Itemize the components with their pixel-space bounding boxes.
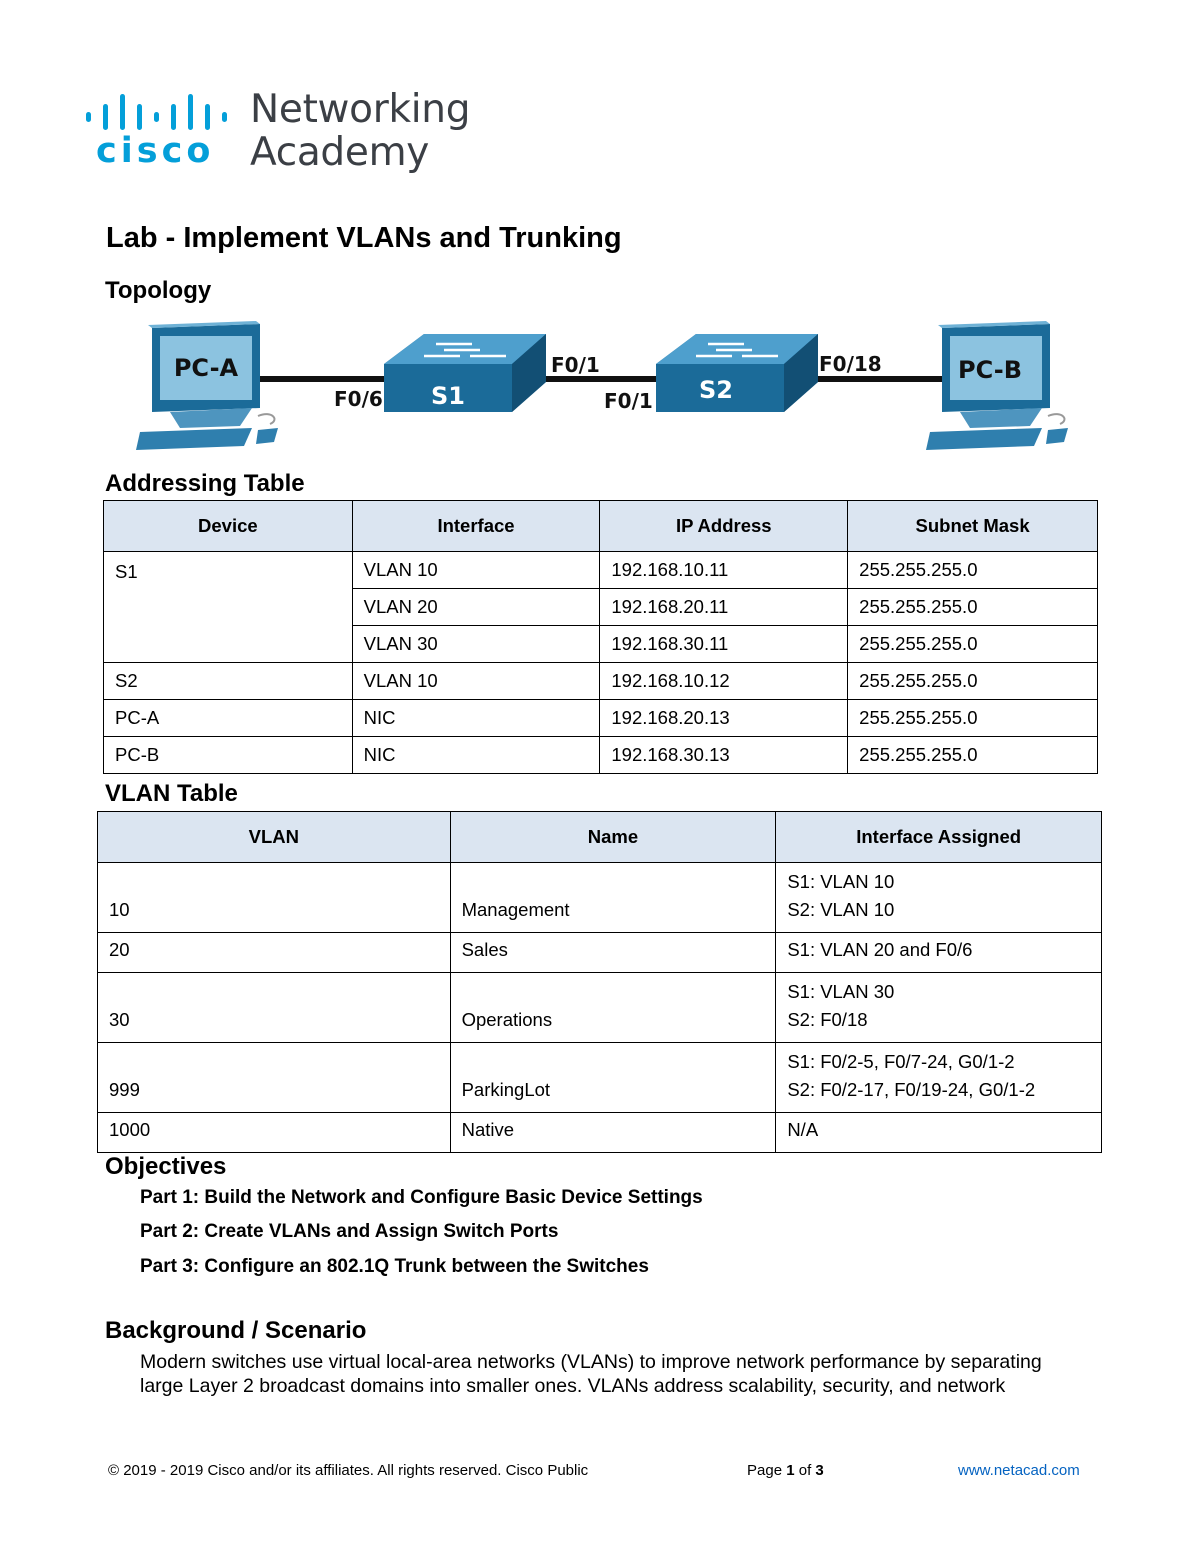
vlan-table: [97, 811, 1102, 1153]
table-cell: 255.255.255.0: [848, 589, 1098, 626]
column-header: IP Address: [600, 501, 848, 552]
table-cell: S1: [104, 552, 353, 663]
table-cell: 1000: [98, 1113, 451, 1153]
switch-s2-icon: [656, 334, 818, 412]
pc-a-label: PC-A: [173, 354, 239, 382]
objectives-heading: Objectives: [105, 1153, 227, 1180]
column-header: Subnet Mask: [848, 501, 1098, 552]
table-cell: 192.168.30.13: [600, 737, 848, 774]
table-cell: [776, 933, 1102, 973]
interface-line: S2: VLAN 10: [787, 899, 895, 920]
table-header-row: [104, 501, 1098, 552]
interface-line: S2: F0/18: [787, 1009, 868, 1030]
vlan-table-heading: VLAN Table: [105, 780, 238, 807]
topology-heading: Topology: [105, 277, 212, 304]
port-label-s2-f01: F0/1: [604, 389, 653, 413]
footer-page-number: [747, 1462, 824, 1479]
pc-a-icon: [136, 321, 278, 450]
table-cell: [776, 1043, 1102, 1113]
table-cell: Management: [450, 863, 776, 933]
objective-part-2: Part 2: Create VLANs and Assign Switch Ports: [140, 1221, 559, 1242]
column-header: Interface: [352, 501, 600, 552]
table-cell: 192.168.30.11: [600, 626, 848, 663]
interface-line: S2: F0/2-17, F0/19-24, G0/1-2: [787, 1079, 1036, 1100]
table-cell: PC-B: [104, 737, 353, 774]
page-of: of: [798, 1462, 812, 1479]
table-row: [98, 973, 1102, 1043]
table-cell: 255.255.255.0: [848, 552, 1098, 589]
interface-line: S1: VLAN 20 and F0/6: [787, 939, 973, 960]
column-header: Device: [104, 501, 353, 552]
interface-line: S1: VLAN 30: [787, 981, 895, 1002]
column-header: Interface Assigned: [776, 812, 1102, 863]
table-cell: [776, 1113, 1102, 1153]
page-current: 1: [786, 1462, 795, 1479]
addressing-table-heading: Addressing Table: [105, 470, 305, 497]
page-prefix: Page: [747, 1462, 783, 1479]
table-row: [98, 1043, 1102, 1113]
table-cell: 255.255.255.0: [848, 737, 1098, 774]
table-cell: 255.255.255.0: [848, 663, 1098, 700]
table-cell: 20: [98, 933, 451, 973]
background-heading: Background / Scenario: [105, 1317, 367, 1344]
table-cell: NIC: [352, 737, 600, 774]
footer-website-link[interactable]: www.netacad.com: [958, 1462, 1080, 1479]
pc-b-icon: [926, 321, 1068, 450]
table-cell: 192.168.10.12: [600, 663, 848, 700]
table-cell: NIC: [352, 700, 600, 737]
table-cell: 192.168.20.13: [600, 700, 848, 737]
pc-b-label: PC-B: [957, 356, 1023, 384]
table-cell: 255.255.255.0: [848, 626, 1098, 663]
interface-line: N/A: [787, 1119, 819, 1140]
switch-s1-icon: [384, 334, 546, 412]
table-cell: Native: [450, 1113, 776, 1153]
table-cell: [776, 973, 1102, 1043]
paragraph-line: large Layer 2 broadcast domains into smaller ones. VLANs address scalability, security, and network: [140, 1375, 1006, 1397]
background-paragraph: [140, 1350, 1070, 1398]
s2-label: S2: [699, 376, 733, 404]
page-total: 3: [815, 1462, 824, 1479]
table-cell: VLAN 20: [352, 589, 600, 626]
interface-line: S1: F0/2-5, F0/7-24, G0/1-2: [787, 1051, 1015, 1072]
cisco-wordmark: cisco: [96, 131, 215, 171]
table-row: [98, 863, 1102, 933]
column-header: Name: [450, 812, 776, 863]
table-row: [104, 552, 1098, 589]
table-cell: 30: [98, 973, 451, 1043]
table-cell: S2: [104, 663, 353, 700]
table-cell: VLAN 30: [352, 626, 600, 663]
port-label-s2-f018: F0/18: [819, 352, 882, 376]
logo-networking: Networking: [250, 87, 471, 132]
table-cell: VLAN 10: [352, 552, 600, 589]
s1-label: S1: [431, 382, 465, 410]
objective-part-1: Part 1: Build the Network and Configure Basic Device Settings: [140, 1187, 703, 1208]
logo-academy: Academy: [250, 130, 430, 175]
table-cell: 10: [98, 863, 451, 933]
table-cell: VLAN 10: [352, 663, 600, 700]
table-cell: 192.168.20.11: [600, 589, 848, 626]
table-row: [98, 1113, 1102, 1153]
column-header: VLAN: [98, 812, 451, 863]
table-row: [104, 663, 1098, 700]
table-row: [104, 700, 1098, 737]
addressing-table: [103, 500, 1098, 774]
port-label-s1-f06: F0/6: [334, 387, 383, 411]
table-header-row: [98, 812, 1102, 863]
table-cell: ParkingLot: [450, 1043, 776, 1113]
port-label-s1-f01: F0/1: [551, 353, 600, 377]
table-cell: 999: [98, 1043, 451, 1113]
interface-line: S1: VLAN 10: [787, 871, 895, 892]
objective-part-3: Part 3: Configure an 802.1Q Trunk between the Switches: [140, 1256, 649, 1277]
table-cell: PC-A: [104, 700, 353, 737]
table-cell: [776, 863, 1102, 933]
table-cell: 192.168.10.11: [600, 552, 848, 589]
table-cell: Sales: [450, 933, 776, 973]
paragraph-line: Modern switches use virtual local-area networks (VLANs) to improve network performance by separating: [140, 1351, 1042, 1373]
table-row: [98, 933, 1102, 973]
topology-diagram: [100, 316, 1100, 456]
cisco-bars-icon: [86, 90, 236, 130]
document-title: Lab - Implement VLANs and Trunking: [106, 222, 622, 254]
table-cell: Operations: [450, 973, 776, 1043]
cisco-networking-academy-logo: [84, 86, 484, 178]
footer-copyright: © 2019 - 2019 Cisco and/or its affiliates. All rights reserved. Cisco Public: [108, 1462, 589, 1479]
table-row: [104, 737, 1098, 774]
table-cell: 255.255.255.0: [848, 700, 1098, 737]
